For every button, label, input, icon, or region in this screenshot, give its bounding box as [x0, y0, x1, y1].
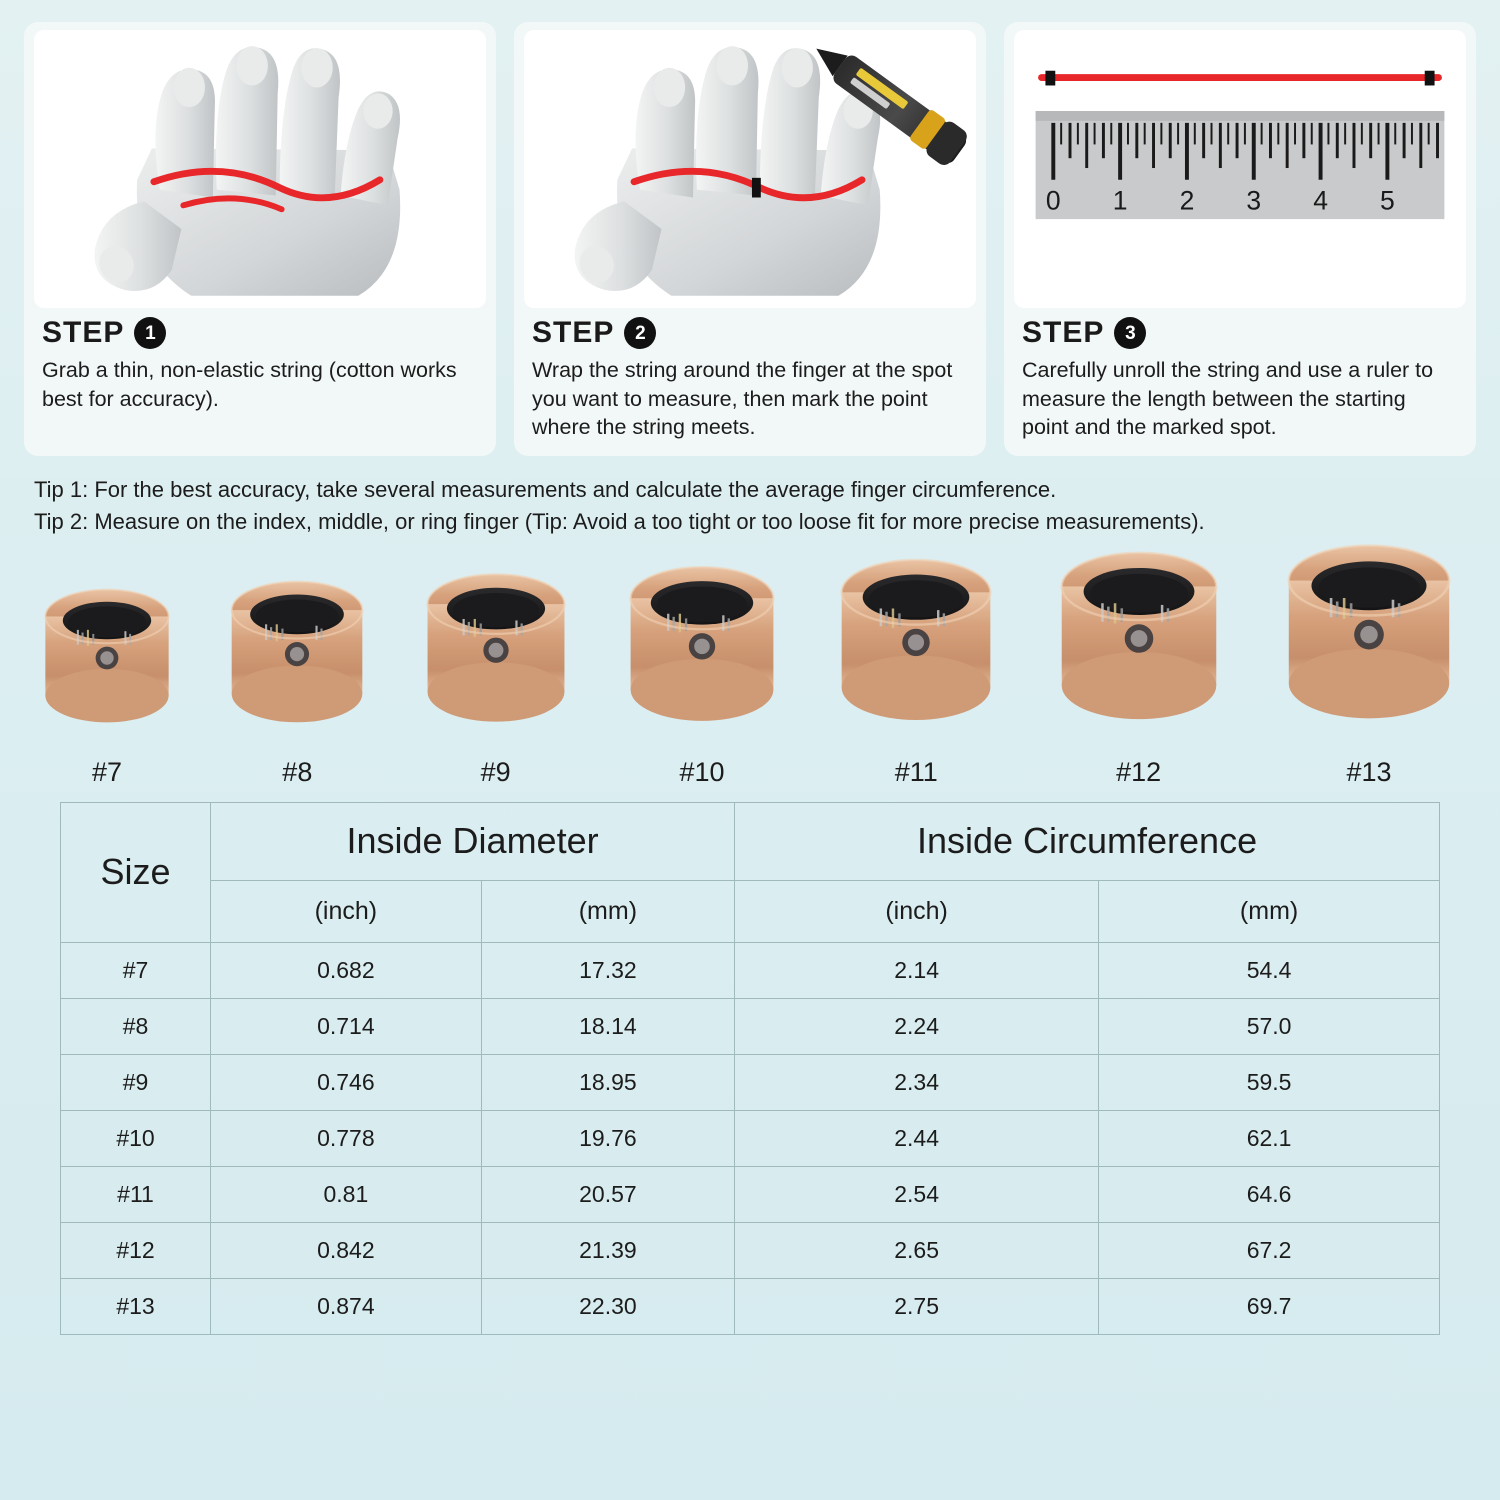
- step-card-1: [24, 22, 496, 456]
- cell-diameter-inch: 0.874: [211, 1278, 482, 1334]
- cell-diameter-mm: 19.76: [481, 1110, 734, 1166]
- step-3-text: Carefully unroll the string and use a ruler to measure the length between the starting point and the marked spot.: [1022, 358, 1434, 440]
- ruler-svg: [1014, 30, 1466, 308]
- step-card-2: [514, 22, 986, 456]
- hand-illustration-1: [34, 30, 486, 308]
- ring-label-11: #11: [894, 756, 938, 787]
- header-diameter-mm: (mm): [481, 880, 734, 942]
- cell-diameter-inch: 0.746: [211, 1054, 482, 1110]
- cell-diameter-inch: 0.778: [211, 1110, 482, 1166]
- cell-size: #11: [61, 1166, 211, 1222]
- ring-sizes-row: [0, 538, 1500, 788]
- step-3-number-badge: 3: [1114, 317, 1146, 349]
- step-3-illustration: [1014, 30, 1466, 308]
- cell-circumference-inch: 2.24: [735, 998, 1099, 1054]
- hand-svg-1: [34, 30, 486, 308]
- table-row: [61, 1054, 1440, 1110]
- ruler-tick-1: 1: [1112, 185, 1128, 216]
- cell-size: #10: [61, 1110, 211, 1166]
- step-1-illustration: [34, 30, 486, 308]
- ring-label-13: #13: [1346, 756, 1392, 787]
- header-inside-diameter: Inside Diameter: [211, 802, 735, 880]
- step-2-title: [514, 312, 986, 352]
- cell-diameter-inch: 0.842: [211, 1222, 482, 1278]
- ring-item-8: [226, 563, 368, 788]
- cell-diameter-inch: 0.81: [211, 1166, 482, 1222]
- cell-circumference-mm: 62.1: [1099, 1110, 1440, 1166]
- ring-label-12: #12: [1116, 756, 1162, 787]
- ring-item-13: [1278, 523, 1460, 788]
- cell-circumference-inch: 2.75: [735, 1278, 1099, 1334]
- header-circumference-mm: (mm): [1099, 880, 1440, 942]
- ring-item-7: [40, 571, 174, 788]
- ring-icon-11: [833, 539, 999, 741]
- tip-2: Tip 2: Measure on the index, middle, or ring finger (Tip: Avoid a too tight or too loose fit for more precise measurements).: [34, 508, 1205, 534]
- cell-size: #13: [61, 1278, 211, 1334]
- ring-label-10: #10: [679, 756, 725, 787]
- hand-marker-svg: [524, 30, 976, 308]
- table-row: [61, 1110, 1440, 1166]
- ring-icon-8: [226, 563, 368, 741]
- header-diameter-inch: (inch): [211, 880, 482, 942]
- cell-size: #7: [61, 942, 211, 998]
- steps-section: [0, 0, 1500, 456]
- ruler-illustration: [1014, 30, 1466, 308]
- cell-circumference-mm: 54.4: [1099, 942, 1440, 998]
- ring-icon-10: [623, 547, 781, 741]
- ring-label-9: #9: [480, 756, 511, 787]
- ruler-tick-3: 3: [1246, 185, 1262, 216]
- ring-label-7: #7: [91, 756, 123, 787]
- ruler-tick-2: 2: [1179, 185, 1195, 216]
- cell-circumference-mm: 57.0: [1099, 998, 1440, 1054]
- table-row: [61, 998, 1440, 1054]
- cell-diameter-inch: 0.682: [211, 942, 482, 998]
- cell-circumference-mm: 67.2: [1099, 1222, 1440, 1278]
- cell-diameter-mm: 20.57: [481, 1166, 734, 1222]
- cell-diameter-mm: 17.32: [481, 942, 734, 998]
- cell-diameter-inch: 0.714: [211, 998, 482, 1054]
- ring-item-9: [421, 555, 571, 788]
- step-2-text: Wrap the string around the finger at the spot you want to measure, then mark the point where the string meets.: [532, 358, 953, 440]
- step-1-number-badge: 1: [134, 317, 166, 349]
- cell-circumference-inch: 2.14: [735, 942, 1099, 998]
- header-size: Size: [61, 802, 211, 942]
- ring-icon-9: [421, 555, 571, 741]
- table-header-main: [61, 802, 1440, 880]
- table-row: [61, 1166, 1440, 1222]
- ring-icon-12: [1052, 531, 1226, 741]
- cell-size: #8: [61, 998, 211, 1054]
- step-1-title: [24, 312, 496, 352]
- cell-circumference-mm: 69.7: [1099, 1278, 1440, 1334]
- table-header-sub: [61, 880, 1440, 942]
- step-card-3: [1004, 22, 1476, 456]
- table-row: [61, 1222, 1440, 1278]
- cell-size: #9: [61, 1054, 211, 1110]
- step-3-word: STEP: [1022, 316, 1105, 349]
- ruler-tick-0: 0: [1045, 185, 1061, 216]
- cell-circumference-mm: 64.6: [1099, 1166, 1440, 1222]
- ring-icon-7: [40, 571, 174, 741]
- step-1-text: Grab a thin, non-elastic string (cotton works best for accuracy).: [42, 358, 457, 411]
- table-row: [61, 1278, 1440, 1334]
- ruler-tick-4: 4: [1313, 185, 1328, 216]
- cell-diameter-mm: 18.95: [481, 1054, 734, 1110]
- tip-1: Tip 1: For the best accuracy, take several measurements and calculate the average finger circumference.: [34, 476, 1057, 502]
- step-2-number-badge: 2: [624, 317, 656, 349]
- cell-circumference-inch: 2.44: [735, 1110, 1099, 1166]
- cell-circumference-inch: 2.34: [735, 1054, 1099, 1110]
- step-2-word: STEP: [532, 316, 615, 349]
- step-3-title: [1004, 312, 1476, 352]
- cell-circumference-mm: 59.5: [1099, 1054, 1440, 1110]
- ring-item-11: [833, 539, 999, 788]
- size-table-wrapper: [0, 788, 1500, 1335]
- header-circumference-inch: (inch): [735, 880, 1099, 942]
- ring-item-10: [623, 547, 781, 788]
- cell-diameter-mm: 21.39: [481, 1222, 734, 1278]
- cell-circumference-inch: 2.54: [735, 1166, 1099, 1222]
- tips-section: [0, 456, 1500, 538]
- size-table: [60, 802, 1440, 1335]
- header-inside-circumference: Inside Circumference: [735, 802, 1440, 880]
- ring-label-8: #8: [282, 756, 313, 787]
- ring-item-12: [1052, 531, 1226, 788]
- table-row: [61, 942, 1440, 998]
- cell-size: #12: [61, 1222, 211, 1278]
- cell-diameter-mm: 22.30: [481, 1278, 734, 1334]
- ruler-tick-5: 5: [1380, 185, 1395, 216]
- hand-illustration-2: [524, 30, 976, 308]
- cell-diameter-mm: 18.14: [481, 998, 734, 1054]
- cell-circumference-inch: 2.65: [735, 1222, 1099, 1278]
- step-2-illustration: [524, 30, 976, 308]
- ring-icon-13: [1278, 523, 1460, 741]
- step-1-word: STEP: [42, 316, 125, 349]
